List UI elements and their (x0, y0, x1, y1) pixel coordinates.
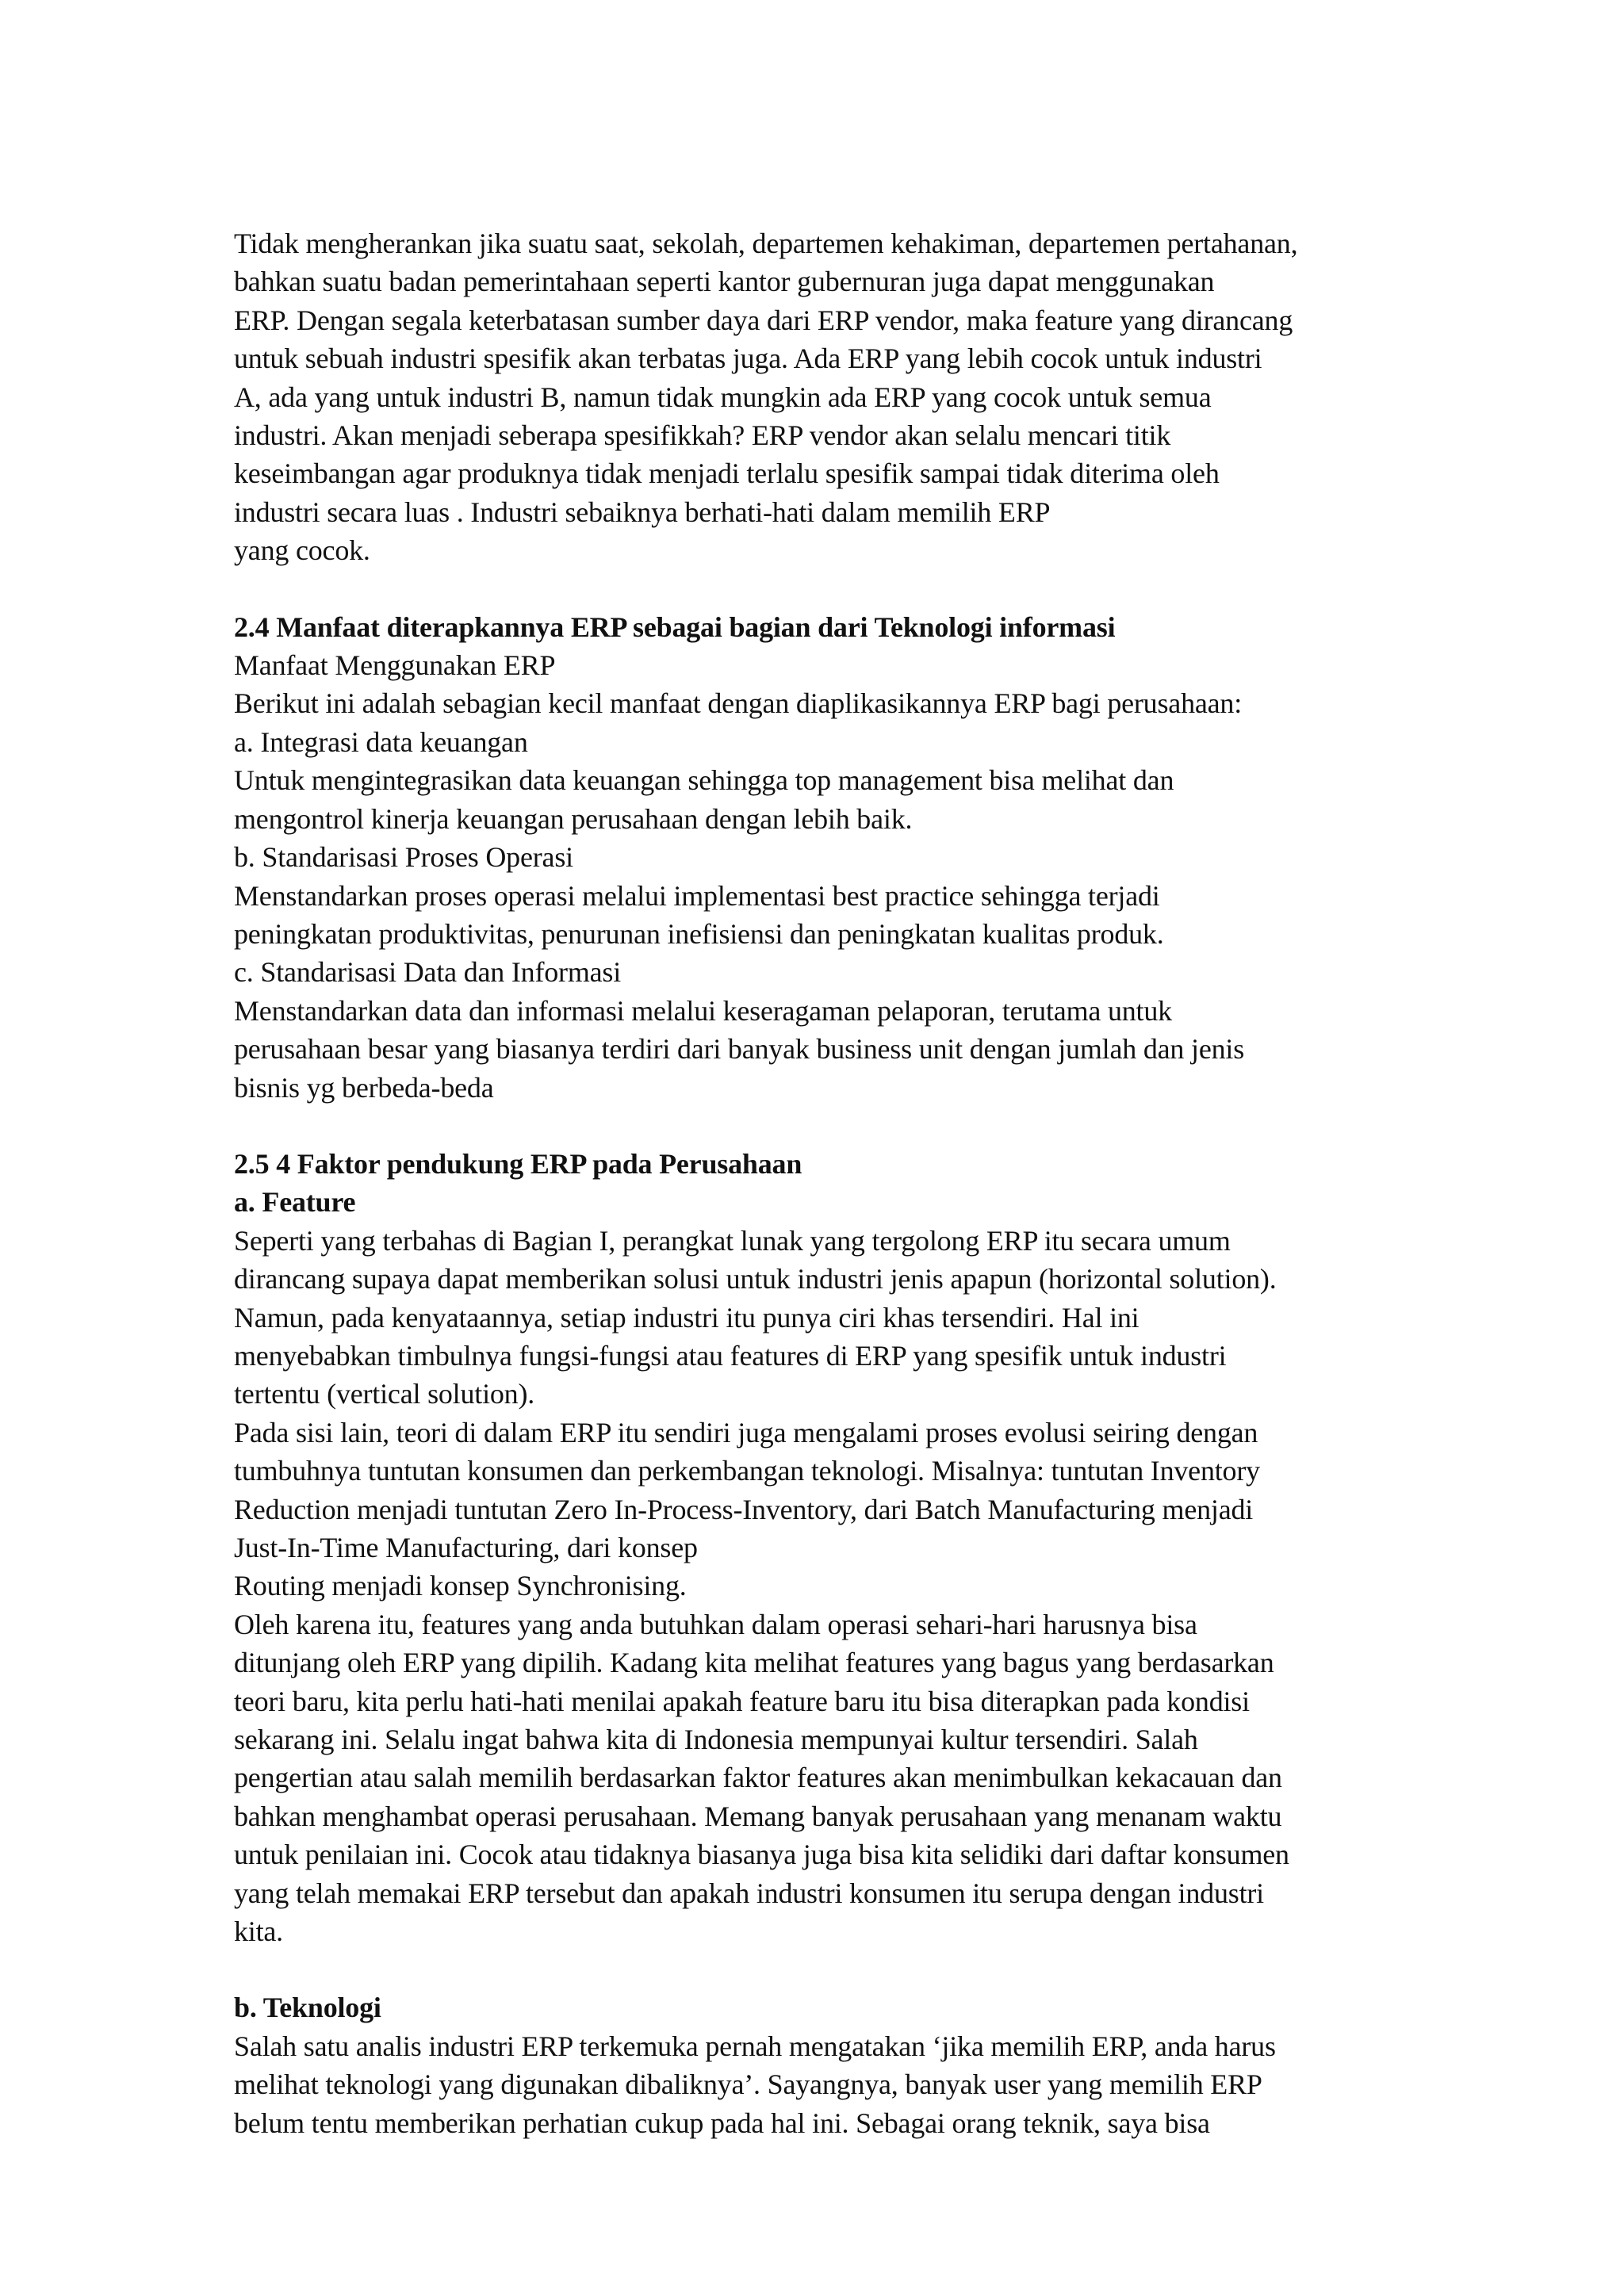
text-line: ditunjang oleh ERP yang dipilih. Kadang kita melihat features yang bagus yang berdasarkan (234, 1647, 1274, 1679)
intro-paragraph (234, 224, 1491, 570)
text-line: c. Standarisasi Data dan Informasi (234, 956, 622, 989)
text-line: dirancang supaya dapat memberikan solusi untuk industri jenis apapun (horizontal solution). (234, 1263, 1277, 1295)
text-line: Untuk mengintegrasikan data keuangan sehingga top management bisa melihat dan (234, 764, 1174, 797)
section-2-4 (234, 608, 1491, 1107)
text-line: ERP. Dengan segala keterbatasan sumber daya dari ERP vendor, maka feature yang dirancang (234, 304, 1293, 336)
text-line: Tidak mengherankan jika suatu saat, sekolah, departemen kehakiman, departemen pertahanan, (234, 228, 1298, 259)
text-line: Pada sisi lain, teori di dalam ERP itu sendiri juga mengalami proses evolusi seiring dengan (234, 1416, 1258, 1448)
text-line: A, ada yang untuk industri B, namun tidak mungkin ada ERP yang cocok untuk semua (234, 381, 1212, 413)
text-line: bahkan suatu badan pemerintahaan seperti kantor gubernuran juga dapat menggunakan (234, 266, 1215, 298)
text-line: belum tentu memberikan perhatian cukup pada hal ini. Sebagai orang teknik, saya bisa (234, 2107, 1210, 2139)
section-heading: 2.5 4 Faktor pendukung ERP pada Perusahaan (234, 1147, 802, 1180)
section-heading: 2.4 Manfaat diterapkannya ERP sebagai bagian dari Teknologi informasi (234, 610, 1116, 643)
text-line: melihat teknologi yang digunakan dibaliknya’. Sayangnya, banyak user yang memilih ERP (234, 2068, 1262, 2101)
text-line: perusahaan besar yang biasanya terdiri dari banyak business unit dengan jumlah dan jenis (234, 1033, 1245, 1066)
text-line: b. Standarisasi Proses Operasi (234, 841, 573, 874)
text-line: tertentu (vertical solution). (234, 1378, 535, 1410)
text-line: Seperti yang terbahas di Bagian I, perangkat lunak yang tergolong ERP itu secara umum (234, 1224, 1231, 1257)
text-line: Oleh karena itu, features yang anda butuhkan dalam operasi sehari-hari harusnya bisa (234, 1608, 1197, 1640)
text-line: peningkatan produktivitas, penurunan inefisiensi dan peningkatan kualitas produk. (234, 917, 1164, 950)
text-line: Manfaat Menggunakan ERP (234, 649, 556, 682)
text-line: Reduction menjadi tuntutan Zero In-Process-Inventory, dari Batch Manufacturing menjadi (234, 1493, 1254, 1525)
text-line: yang telah memakai ERP tersebut dan apakah industri konsumen itu serupa dengan industri (234, 1877, 1264, 1909)
paragraph-spacer (234, 570, 1491, 608)
paragraph-spacer (234, 1950, 1491, 1988)
text-line: industri. Akan menjadi seberapa spesifikkah? ERP vendor akan selalu mencari titik (234, 419, 1171, 452)
text-line: Just-In-Time Manufacturing, dari konsep (234, 1532, 698, 1563)
text-line: sekarang ini. Selalu ingat bahwa kita di Indonesia mempunyai kultur tersendiri. Salah (234, 1724, 1198, 1756)
text-line: Menstandarkan proses operasi melalui implementasi best practice sehingga terjadi (234, 879, 1160, 912)
text-line: Salah satu analis industri ERP terkemuka pernah mengatakan ‘jika memilih ERP, anda harus (234, 2030, 1276, 2062)
text-line: bahkan menghambat operasi perusahaan. Memang banyak perusahaan yang menanam waktu (234, 1800, 1282, 1832)
subsection-heading-teknologi: b. Teknologi (234, 1992, 381, 2024)
text-line: mengontrol kinerja keuangan perusahaan dengan lebih baik. (234, 802, 913, 835)
text-line: a. Integrasi data keuangan (234, 725, 528, 758)
text-line: tumbuhnya tuntutan konsumen dan perkembangan teknologi. Misalnya: tuntutan Inventory (234, 1455, 1260, 1487)
text-line: Namun, pada kenyataannya, setiap industri itu punya ciri khas tersendiri. Hal ini (234, 1301, 1139, 1334)
text-line: yang cocok. (234, 534, 370, 567)
text-line: Menstandarkan data dan informasi melalui keseragaman pelaporan, terutama untuk (234, 994, 1172, 1027)
document-body (234, 224, 1491, 2142)
text-line: industri secara luas . Industri sebaiknya berhati-hati dalam memilih ERP (234, 496, 1051, 528)
text-line: Routing menjadi konsep Synchronising. (234, 1570, 687, 1602)
text-line: teori baru, kita perlu hati-hati menilai apakah feature baru itu bisa diterapkan pada kondisi (234, 1685, 1250, 1717)
text-line: keseimbangan agar produknya tidak menjadi terlalu spesifik sampai tidak diterima oleh (234, 457, 1220, 490)
text-line: menyebabkan timbulnya fungsi-fungsi atau features di ERP yang spesifik untuk industri (234, 1339, 1227, 1372)
subsection-heading-feature: a. Feature (234, 1186, 356, 1219)
text-line: Berikut ini adalah sebagian kecil manfaat dengan diaplikasikannya ERP bagi perusahaan: (234, 687, 1243, 720)
section-2-5 (234, 1145, 1491, 2142)
text-line: untuk sebuah industri spesifik akan terbatas juga. Ada ERP yang lebih cocok untuk industri (234, 342, 1262, 375)
text-line: kita. (234, 1915, 283, 1948)
text-line: untuk penilaian ini. Cocok atau tidaknya biasanya juga bisa kita selidiki dari daftar konsumen (234, 1839, 1289, 1871)
paragraph-spacer (234, 1107, 1491, 1145)
text-line: bisnis yg berbeda-beda (234, 1071, 494, 1104)
text-line: pengertian atau salah memilih berdasarkan faktor features akan menimbulkan kekacauan dan (234, 1762, 1282, 1794)
